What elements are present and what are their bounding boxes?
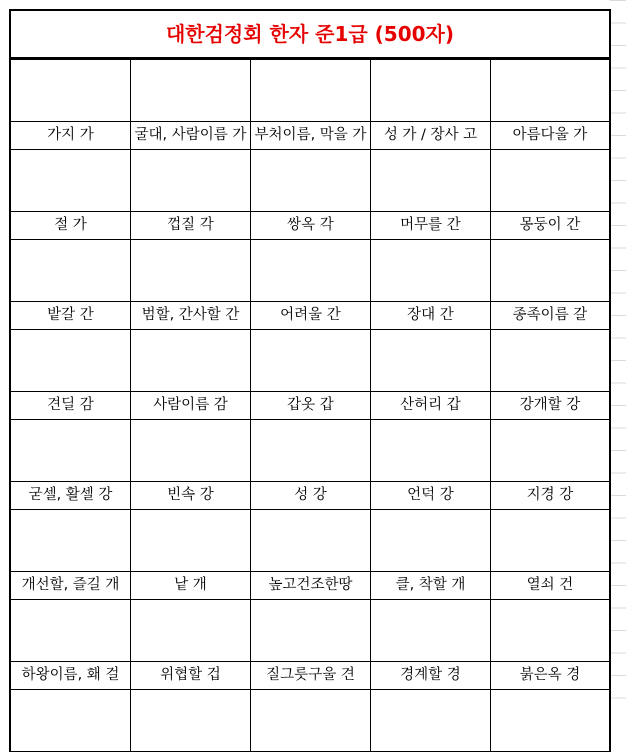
hanja-meaning-label[interactable]: 껍질 각 [131,212,251,240]
hanja-meaning-label[interactable]: 질그릇구울 견 [251,662,371,690]
writing-cell[interactable] [491,600,609,662]
hanja-meaning-label[interactable]: 머무를 간 [371,212,491,240]
hanja-meaning-label[interactable]: 범할, 간사할 간 [131,302,251,330]
writing-cell[interactable] [251,240,371,302]
writing-cell[interactable] [491,60,609,122]
writing-cell[interactable] [131,600,251,662]
spreadsheet-gridlines [610,0,626,709]
hanja-meaning-label[interactable]: 지경 강 [491,482,609,510]
hanja-meaning-label[interactable]: 부처이름, 막을 가 [251,122,371,150]
writing-cell[interactable] [11,600,131,662]
writing-cell[interactable] [491,150,609,212]
writing-cell[interactable] [371,690,491,752]
writing-cell[interactable] [251,690,371,752]
hanja-meaning-label[interactable]: 낱 개 [131,572,251,600]
writing-cell[interactable] [131,60,251,122]
writing-cell[interactable] [11,420,131,482]
writing-cell[interactable] [11,150,131,212]
hanja-grid [11,60,609,752]
hanja-meaning-label[interactable]: 성 강 [251,482,371,510]
writing-cell[interactable] [491,240,609,302]
hanja-meaning-label[interactable]: 성 가 / 장사 고 [371,122,491,150]
hanja-meaning-label[interactable]: 가지 가 [11,122,131,150]
hanja-meaning-label[interactable]: 어려울 간 [251,302,371,330]
writing-cell[interactable] [11,510,131,572]
writing-cell[interactable] [131,330,251,392]
writing-cell[interactable] [131,690,251,752]
writing-cell[interactable] [371,330,491,392]
hanja-meaning-label[interactable]: 위협할 겁 [131,662,251,690]
writing-cell[interactable] [11,690,131,752]
writing-cell[interactable] [131,420,251,482]
writing-cell[interactable] [251,330,371,392]
writing-cell[interactable] [131,510,251,572]
hanja-meaning-label[interactable]: 몽둥이 간 [491,212,609,240]
writing-cell[interactable] [491,330,609,392]
hanja-meaning-label[interactable]: 열쇠 건 [491,572,609,600]
hanja-meaning-label[interactable]: 높고건조한땅 [251,572,371,600]
hanja-meaning-label[interactable]: 빈속 강 [131,482,251,510]
hanja-meaning-label[interactable]: 강개할 강 [491,392,609,420]
writing-cell[interactable] [131,150,251,212]
writing-cell[interactable] [251,420,371,482]
writing-cell[interactable] [251,600,371,662]
hanja-meaning-label[interactable]: 굴대, 사람이름 가 [131,122,251,150]
writing-cell[interactable] [251,150,371,212]
writing-cell[interactable] [371,150,491,212]
hanja-meaning-label[interactable]: 밭갈 간 [11,302,131,330]
hanja-meaning-label[interactable]: 경계할 경 [371,662,491,690]
hanja-meaning-label[interactable]: 갑옷 갑 [251,392,371,420]
sheet-title: 대한검정회 한자 준1급 (500자) [11,11,609,60]
hanja-meaning-label[interactable]: 언덕 강 [371,482,491,510]
writing-cell[interactable] [11,240,131,302]
hanja-meaning-label[interactable]: 절 가 [11,212,131,240]
writing-cell[interactable] [371,510,491,572]
hanja-meaning-label[interactable]: 쌍옥 각 [251,212,371,240]
writing-cell[interactable] [11,330,131,392]
worksheet [9,9,611,752]
hanja-meaning-label[interactable]: 아름다울 가 [491,122,609,150]
writing-cell[interactable] [131,240,251,302]
writing-cell[interactable] [371,600,491,662]
writing-cell[interactable] [371,240,491,302]
hanja-meaning-label[interactable]: 사람이름 감 [131,392,251,420]
hanja-meaning-label[interactable]: 하왕이름, 홰 걸 [11,662,131,690]
hanja-meaning-label[interactable]: 견딜 감 [11,392,131,420]
writing-cell[interactable] [11,60,131,122]
writing-cell[interactable] [251,60,371,122]
hanja-meaning-label[interactable]: 개선할, 즐길 개 [11,572,131,600]
hanja-meaning-label[interactable]: 종족이름 갈 [491,302,609,330]
writing-cell[interactable] [491,420,609,482]
hanja-meaning-label[interactable]: 붉은옥 경 [491,662,609,690]
writing-cell[interactable] [491,510,609,572]
hanja-meaning-label[interactable]: 장대 간 [371,302,491,330]
hanja-meaning-label[interactable]: 굳셀, 활셀 강 [11,482,131,510]
writing-cell[interactable] [371,420,491,482]
hanja-meaning-label[interactable]: 산허리 갑 [371,392,491,420]
hanja-meaning-label[interactable]: 클, 착할 개 [371,572,491,600]
writing-cell[interactable] [251,510,371,572]
writing-cell[interactable] [371,60,491,122]
writing-cell[interactable] [491,690,609,752]
